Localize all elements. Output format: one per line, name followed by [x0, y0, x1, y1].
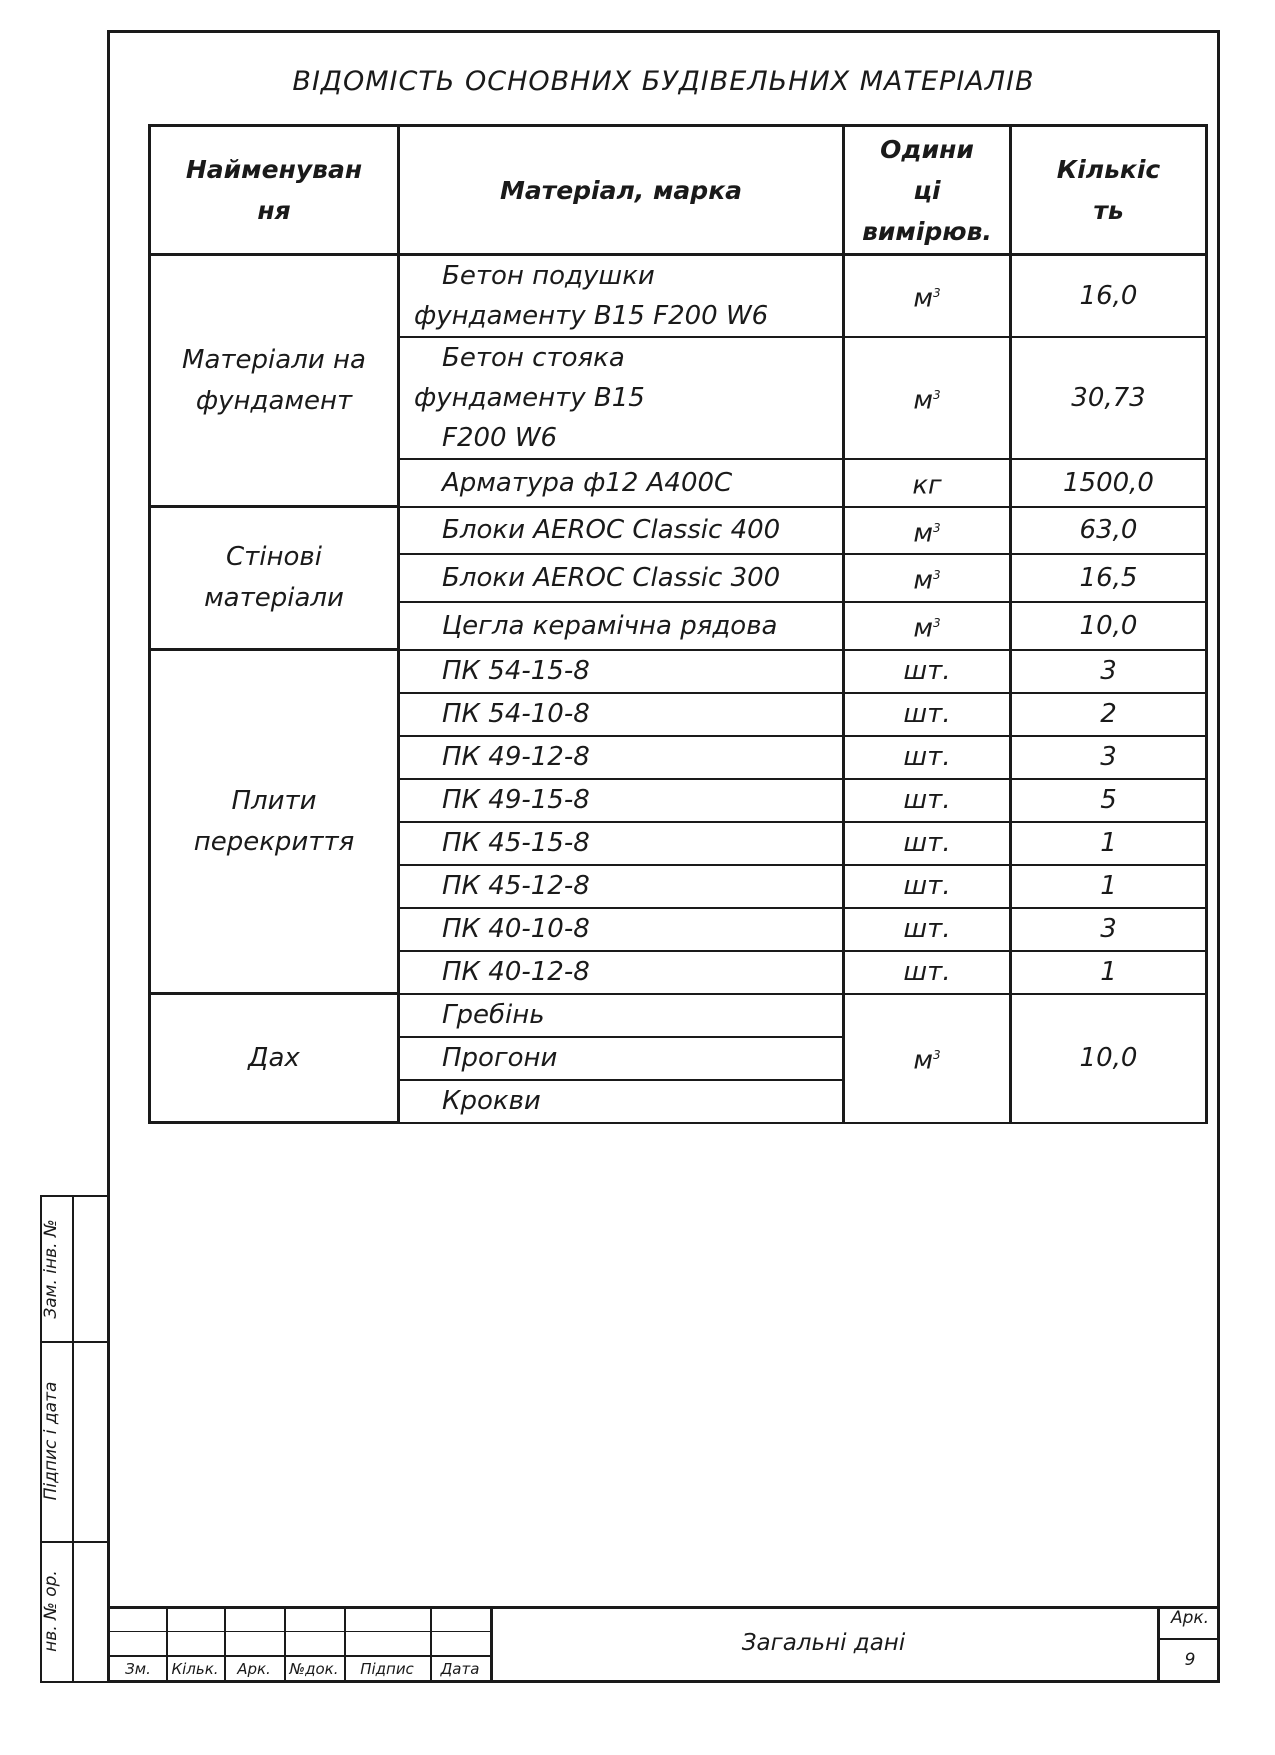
unit-cell: шт. [844, 908, 1011, 951]
stamp-col-label: Дата [440, 1660, 480, 1678]
material-cell [399, 459, 844, 507]
material-cell [399, 1080, 844, 1123]
material-line: Цегла керамічна рядова [442, 610, 778, 641]
material-cell [399, 602, 844, 650]
qty-cell: 63,0 [1011, 507, 1207, 555]
qty-cell: 3 [1011, 736, 1207, 779]
qty-cell: 2 [1011, 693, 1207, 736]
header-qty-line: Кількіс [1056, 155, 1161, 184]
qty-cell: 30,73 [1011, 337, 1207, 459]
qty-cell: 1 [1011, 951, 1207, 994]
header-qty-line: ть [1093, 196, 1124, 225]
unit-cell [844, 459, 1011, 507]
qty-cell: 1500,0 [1011, 459, 1207, 507]
table-row [150, 507, 1207, 555]
unit-value: м [913, 518, 933, 549]
unit-cell [844, 507, 1011, 555]
header-unit-line: ці [913, 175, 941, 205]
unit-sup: 3 [932, 1048, 941, 1063]
group-name-line: Стінові [226, 542, 322, 573]
group-name-line: матеріали [204, 583, 344, 614]
material-line: Блоки AEROC Classic 400 [442, 515, 781, 546]
unit-sup: 3 [932, 520, 941, 535]
unit-cell: шт. [844, 693, 1011, 736]
header-unit-line: вимірюв. [862, 216, 992, 246]
material-cell [399, 951, 844, 994]
material-cell [399, 736, 844, 779]
unit-cell [844, 602, 1011, 650]
stamp-sheet-label: Арк. [1170, 1608, 1210, 1628]
header-qty [1011, 126, 1207, 255]
material-line: Блоки AEROC Classic 300 [442, 563, 781, 594]
material-line: фундаменту В15 [414, 383, 645, 413]
qty-cell: 10,0 [1011, 602, 1207, 650]
side-stamp-label: Підпис і дата [41, 1381, 61, 1501]
qty-cell: 16,0 [1011, 255, 1207, 338]
document-title: ВІДОМІСТЬ ОСНОВНИХ БУДІВЕЛЬНИХ МАТЕРІАЛІВ [292, 66, 1035, 97]
qty-cell: 16,5 [1011, 554, 1207, 602]
qty-cell: 1 [1011, 822, 1207, 865]
stamp-sheet-number: 9 [1184, 1650, 1196, 1670]
group-name-roof: Дах [150, 994, 399, 1123]
title-block-line [1157, 1606, 1160, 1680]
material-line: ПК 49-15-8 [442, 785, 590, 816]
unit-cell: шт. [844, 822, 1011, 865]
header-name-line: ня [257, 196, 291, 225]
stamp-col-label: Арк. [237, 1660, 271, 1678]
title-block [110, 1606, 1218, 1680]
material-cell [399, 994, 844, 1037]
material-cell [399, 650, 844, 693]
unit-cell: шт. [844, 736, 1011, 779]
group-name-walls [150, 507, 399, 650]
material-line: ПК 40-12-8 [442, 957, 590, 988]
unit-value: м [913, 565, 933, 596]
header-name-line: Найменуван [185, 155, 363, 184]
qty-cell: 3 [1011, 650, 1207, 693]
material-cell [399, 507, 844, 555]
material-cell [399, 693, 844, 736]
qty-cell: 5 [1011, 779, 1207, 822]
header-unit-line: Одини [880, 134, 974, 164]
unit-cell [844, 554, 1011, 602]
group-name-foundation [150, 255, 399, 507]
unit-cell [844, 255, 1011, 338]
material-line: F200 W6 [442, 423, 558, 453]
qty-cell: 10,0 [1011, 994, 1207, 1123]
stamp-col-label: Підпис [360, 1660, 414, 1678]
material-line: ПК 54-15-8 [442, 656, 590, 687]
material-cell [399, 908, 844, 951]
material-line: Арматура ф12 А400С [442, 467, 733, 498]
unit-value: м [913, 283, 933, 314]
unit-cell [844, 994, 1011, 1123]
material-line: Крокви [442, 1086, 541, 1117]
unit-sup: 3 [932, 568, 941, 583]
unit-cell: шт. [844, 779, 1011, 822]
stamp-col-label: Зм. [125, 1660, 151, 1678]
title-block-line [1157, 1638, 1218, 1640]
stamp-col-label: Кільк. [171, 1660, 219, 1678]
material-line: ПК 49-12-8 [442, 742, 590, 773]
side-stamp-label: Зам. інв. № [41, 1219, 61, 1319]
group-name-line: фундамент [195, 385, 353, 416]
header-name [150, 126, 399, 255]
header-unit [844, 126, 1011, 255]
side-stamp-divider [72, 1197, 74, 1681]
unit-cell: шт. [844, 951, 1011, 994]
header-material: Матеріал, марка [399, 126, 844, 255]
unit-value: м [913, 1045, 933, 1076]
qty-cell: 1 [1011, 865, 1207, 908]
side-stamp-label: нв. № ор. [41, 1570, 61, 1652]
material-line: Бетон стояка [442, 343, 625, 373]
group-name-slabs [150, 650, 399, 994]
material-line: ПК 54-10-8 [442, 699, 590, 730]
material-line: Гребінь [442, 1000, 545, 1031]
unit-value: м [913, 613, 933, 644]
unit-cell: шт. [844, 650, 1011, 693]
material-cell [399, 779, 844, 822]
material-cell [399, 822, 844, 865]
group-name-line: Матеріали на [182, 344, 366, 375]
material-line: ПК 45-15-8 [442, 828, 590, 859]
stamp-col-label: №док. [289, 1660, 339, 1678]
material-cell [399, 337, 844, 459]
unit-value: м [913, 385, 933, 416]
table-header-row [150, 126, 1207, 255]
table-row [150, 650, 1207, 693]
stamp-title: Загальні дані [741, 1630, 906, 1656]
materials-table [148, 124, 1208, 1124]
unit-cell [844, 337, 1011, 459]
material-line: ПК 40-10-8 [442, 914, 590, 945]
material-cell [399, 865, 844, 908]
material-line: фундаменту В15 F200 W6 [414, 301, 769, 331]
unit-sup: 3 [932, 388, 941, 403]
material-line: Бетон подушки [442, 261, 655, 291]
table-row [150, 994, 1207, 1037]
table-row [150, 255, 1207, 338]
unit-sup: 3 [932, 615, 941, 630]
material-cell [399, 1037, 844, 1080]
material-cell [399, 255, 844, 338]
side-stamp [40, 1195, 110, 1683]
material-cell [399, 554, 844, 602]
group-name-line: Плити [231, 785, 317, 816]
material-line: ПК 45-12-8 [442, 871, 590, 902]
unit-cell: шт. [844, 865, 1011, 908]
unit-value: кг [912, 470, 942, 501]
group-name-line: перекриття [193, 826, 355, 857]
unit-sup: 3 [932, 286, 941, 301]
qty-cell: 3 [1011, 908, 1207, 951]
material-line: Прогони [442, 1043, 558, 1074]
